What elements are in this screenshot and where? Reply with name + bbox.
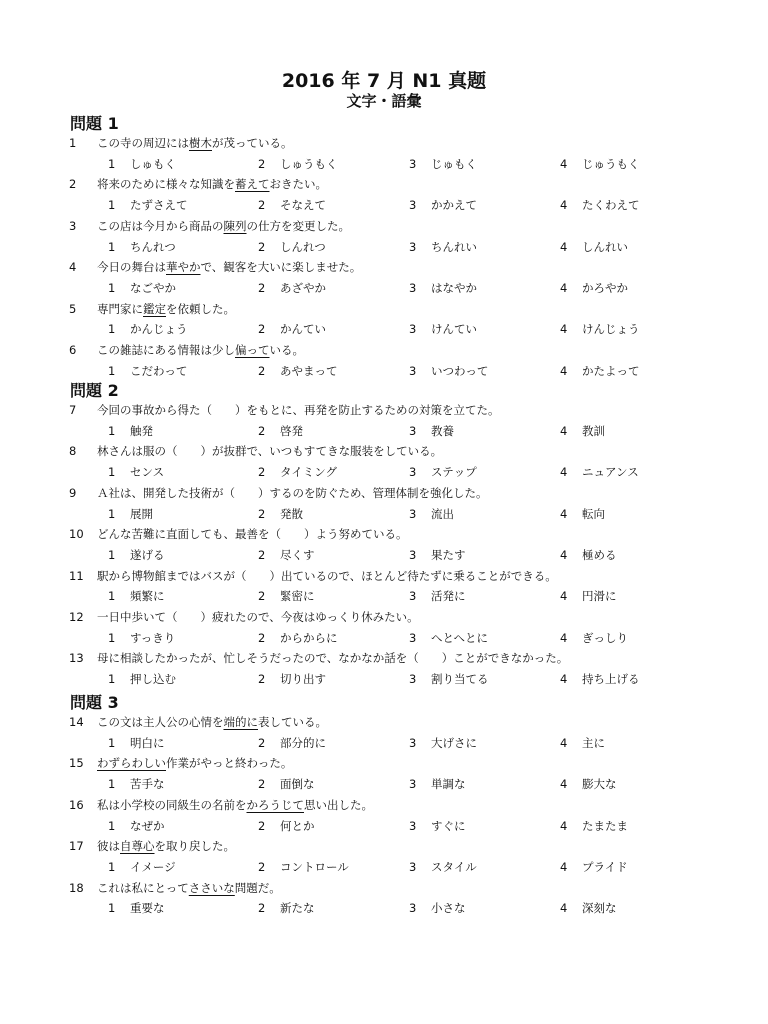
underlined-target: 偏って [235, 343, 270, 357]
option-number[interactable]: 3 [409, 859, 417, 874]
option-text[interactable]: 遂げる [130, 547, 165, 562]
underlined-target: 陳列 [223, 218, 247, 233]
section-heading: 問題 2 [70, 381, 119, 400]
option-number[interactable]: 4 [560, 818, 568, 833]
option-number[interactable]: 4 [560, 735, 568, 750]
section-heading: 問題 3 [70, 693, 119, 712]
option-text[interactable]: かたよって [582, 363, 640, 378]
option-number[interactable]: 1 [108, 198, 116, 213]
question-number: 6 [69, 343, 77, 357]
option-text[interactable]: たくわえて [582, 198, 640, 213]
question-number: 2 [69, 177, 77, 192]
option-text[interactable]: しゅうもく [280, 156, 338, 171]
option-text[interactable]: 教訓 [582, 423, 605, 438]
question-text: この寺の周辺には樹木が茂っている。 [97, 136, 293, 150]
option-text[interactable]: あやまって [280, 363, 338, 378]
option-text[interactable]: しんれい [582, 239, 628, 254]
underlined-target: 自尊心 [120, 839, 155, 854]
option-text[interactable]: 触発 [130, 423, 153, 438]
option-text[interactable]: センス [130, 465, 165, 480]
option-number[interactable]: 2 [258, 239, 266, 254]
option-text[interactable]: なぜか [130, 818, 165, 833]
option-text[interactable]: かんてい [280, 322, 326, 337]
option-text[interactable]: 何とか [280, 818, 315, 833]
option-number[interactable]: 4 [560, 322, 568, 337]
option-text[interactable]: しんれつ [280, 239, 326, 254]
question-text: この店は今月から商品の陳列の仕方を変更した。 [97, 218, 350, 233]
option-text[interactable]: 割り当てる [431, 672, 489, 687]
option-number[interactable]: 2 [258, 818, 266, 833]
option-text[interactable]: へとへとに [431, 630, 489, 645]
option-number[interactable]: 1 [108, 547, 116, 562]
option-text[interactable]: 活発に [431, 589, 466, 604]
question-text: 母に相談したかったが、忙しそうだったので、なかなか話を（ ）ことができなかった。 [97, 651, 569, 666]
option-text[interactable]: かんじょう [130, 322, 188, 337]
option-number[interactable]: 4 [560, 630, 568, 645]
option-text[interactable]: 頻繁に [130, 589, 165, 604]
option-text[interactable]: 緊密に [280, 589, 315, 604]
option-text[interactable]: なごやか [130, 280, 176, 295]
option-text[interactable]: はなやか [431, 280, 477, 295]
option-number[interactable]: 3 [409, 363, 417, 378]
option-text[interactable]: 押し込む [130, 672, 176, 687]
option-number[interactable]: 4 [560, 423, 568, 438]
option-text[interactable]: 部分的に [280, 735, 326, 750]
option-text[interactable]: ニュアンス [582, 465, 639, 480]
underlined-target: 樹木 [189, 136, 212, 150]
question-number: 15 [69, 756, 84, 771]
question-number: 18 [69, 880, 84, 895]
option-text[interactable]: スタイル [431, 859, 477, 874]
option-number[interactable]: 3 [409, 735, 417, 750]
question-number: 10 [69, 527, 84, 542]
option-text[interactable]: すっきり [130, 630, 176, 645]
option-number[interactable]: 1 [108, 777, 116, 792]
option-number[interactable]: 3 [409, 156, 417, 171]
question-number: 3 [69, 218, 77, 233]
question-text: 今回の事故から得た（ ）をもとに、再発を防止するための対策を立てた。 [97, 403, 500, 417]
page-subtitle: 文字・語彙 [346, 92, 422, 110]
option-text[interactable]: 面倒な [280, 777, 315, 792]
question-number: 11 [69, 568, 84, 583]
question-number: 4 [69, 260, 77, 275]
option-text[interactable]: 啓発 [280, 423, 303, 438]
option-number[interactable]: 3 [409, 630, 417, 645]
option-number[interactable]: 1 [108, 630, 116, 645]
option-text[interactable]: すぐに [431, 818, 466, 833]
option-number[interactable]: 3 [409, 239, 417, 254]
option-number[interactable]: 4 [560, 280, 568, 295]
option-text[interactable]: 果たす [431, 547, 466, 562]
underlined-target: 鑑定 [143, 301, 166, 316]
option-text[interactable]: からからに [280, 630, 338, 645]
option-number[interactable]: 4 [560, 859, 568, 874]
option-number[interactable]: 1 [108, 818, 116, 833]
option-number[interactable]: 2 [258, 630, 266, 645]
option-number[interactable]: 4 [560, 901, 568, 916]
option-text[interactable]: ぎっしり [582, 630, 628, 645]
option-text[interactable]: けんてい [431, 322, 477, 337]
option-text[interactable]: じゅもく [431, 156, 477, 171]
option-number[interactable]: 2 [258, 156, 266, 171]
question-number: 5 [69, 301, 77, 316]
question-number: 14 [69, 715, 84, 729]
option-number[interactable]: 2 [258, 672, 266, 687]
option-text[interactable]: ちんれつ [130, 239, 176, 254]
question-number: 13 [69, 651, 84, 666]
underlined-target: 端的に [223, 715, 258, 729]
option-text[interactable]: いつわって [431, 363, 489, 378]
option-number[interactable]: 3 [409, 777, 417, 792]
option-text[interactable]: 展開 [130, 506, 153, 521]
question-text: 彼は自尊心を取り戻した。 [97, 839, 235, 854]
option-number[interactable]: 2 [258, 198, 266, 213]
question-text: 将来のために様々な知識を蓄えておきたい。 [97, 177, 327, 192]
option-number[interactable]: 2 [258, 280, 266, 295]
option-number[interactable]: 3 [409, 589, 417, 604]
option-number[interactable]: 2 [258, 777, 266, 792]
option-text[interactable]: そなえて [280, 198, 326, 213]
option-number[interactable]: 3 [409, 465, 417, 480]
question-number: 16 [69, 797, 84, 812]
option-number[interactable]: 1 [108, 156, 116, 171]
option-text[interactable]: じゅうもく [582, 156, 640, 171]
option-text[interactable]: 切り出す [280, 672, 326, 687]
page-title: 2016 年 7 月 N1 真题 [281, 70, 487, 92]
option-text[interactable]: 転向 [582, 506, 605, 521]
underlined-target: わずらわしい [97, 756, 166, 771]
question-text: これは私にとってささいな問題だ。 [97, 880, 281, 895]
question-number: 1 [69, 136, 77, 150]
option-number[interactable]: 1 [108, 589, 116, 604]
option-text[interactable]: 主に [582, 735, 605, 750]
option-number[interactable]: 2 [258, 735, 266, 750]
option-text[interactable]: 明白に [130, 735, 165, 750]
option-text[interactable]: プライド [582, 859, 628, 874]
option-number[interactable]: 4 [560, 198, 568, 213]
option-text[interactable]: イメージ [130, 859, 176, 874]
question-number: 8 [69, 444, 77, 459]
option-number[interactable]: 2 [258, 506, 266, 521]
option-text[interactable]: たずさえて [130, 198, 188, 213]
option-text[interactable]: かろやか [582, 280, 628, 295]
option-number[interactable]: 2 [258, 589, 266, 604]
option-text[interactable]: コントロール [280, 859, 349, 874]
option-number[interactable]: 2 [258, 423, 266, 438]
option-text[interactable]: たまたま [582, 818, 628, 833]
underlined-target: 蓄えて [235, 177, 270, 192]
option-number[interactable]: 1 [108, 859, 116, 874]
option-number[interactable]: 2 [258, 322, 266, 337]
option-number[interactable]: 1 [108, 672, 116, 687]
option-text[interactable]: 尽くす [280, 547, 315, 562]
question-number: 12 [69, 610, 84, 624]
question-text: 林さんは服の（ ）が抜群で、いつもすてきな服装をしている。 [97, 444, 443, 459]
option-number[interactable]: 3 [409, 672, 417, 687]
question-text: わずらわしい作業がやっと終わった。 [97, 756, 293, 771]
option-number[interactable]: 4 [560, 506, 568, 521]
option-number[interactable]: 3 [409, 322, 417, 337]
option-number[interactable]: 4 [560, 589, 568, 604]
option-number[interactable]: 1 [108, 506, 116, 521]
option-text[interactable]: 小さな [431, 901, 466, 916]
option-number[interactable]: 4 [560, 156, 568, 171]
option-number[interactable]: 4 [560, 465, 568, 480]
option-text[interactable]: 深刻な [582, 901, 617, 916]
option-number[interactable]: 2 [258, 363, 266, 378]
question-text: 駅から博物館まではバスが（ ）出ているので、ほとんど待たずに乗ることができる。 [97, 568, 557, 583]
option-number[interactable]: 3 [409, 198, 417, 213]
question-number: 9 [69, 485, 77, 500]
option-number[interactable]: 3 [409, 506, 417, 521]
option-text[interactable]: 重要な [130, 901, 165, 916]
option-text[interactable]: しゅもく [130, 156, 176, 171]
option-number[interactable]: 1 [108, 465, 116, 480]
option-number[interactable]: 2 [258, 547, 266, 562]
question-text: 一日中歩いて（ ）疲れたので、今夜はゆっくり休みたい。 [97, 610, 419, 624]
question-text: この文は主人公の心情を端的に表している。 [97, 715, 327, 729]
option-number[interactable]: 4 [560, 777, 568, 792]
option-text[interactable]: かかえて [431, 198, 477, 213]
option-text[interactable]: タイミング [280, 465, 338, 480]
option-number[interactable]: 1 [108, 735, 116, 750]
option-number[interactable]: 3 [409, 901, 417, 916]
option-text[interactable]: 膨大な [582, 777, 617, 792]
option-number[interactable]: 2 [258, 465, 266, 480]
option-number[interactable]: 1 [108, 322, 116, 337]
option-text[interactable]: けんじょう [582, 322, 640, 337]
option-number[interactable]: 1 [108, 901, 116, 916]
option-text[interactable]: 苦手な [130, 777, 165, 792]
question-text: 私は小学校の同級生の名前をかろうじて思い出した。 [97, 797, 373, 812]
option-number[interactable]: 1 [108, 239, 116, 254]
option-text[interactable]: 発散 [280, 506, 303, 521]
option-number[interactable]: 4 [560, 239, 568, 254]
question-text: 専門家に鑑定を依頼した。 [97, 301, 235, 316]
question-number: 7 [69, 403, 77, 417]
option-number[interactable]: 2 [258, 901, 266, 916]
underlined-target: ささいな [188, 880, 235, 895]
underlined-target: 華やか [166, 260, 201, 275]
option-number[interactable]: 4 [560, 547, 568, 562]
option-text[interactable]: 円滑に [582, 589, 617, 604]
question-text: この雑誌にある情報は少し偏っている。 [97, 343, 304, 357]
option-text[interactable]: 新たな [280, 901, 315, 916]
option-number[interactable]: 1 [108, 363, 116, 378]
option-text[interactable]: ステップ [431, 465, 477, 480]
option-number[interactable]: 2 [258, 859, 266, 874]
section-heading: 問題 1 [70, 114, 119, 133]
option-number[interactable]: 3 [409, 547, 417, 562]
option-number[interactable]: 1 [108, 423, 116, 438]
option-text[interactable]: 大げさに [431, 735, 477, 750]
option-text[interactable]: 流出 [431, 506, 454, 521]
underlined-target: かろうじて [246, 797, 304, 812]
question-text: Ａ社は、開発した技術が（ ）するのを防ぐため、管理体制を強化した。 [97, 485, 488, 500]
option-text[interactable]: 極める [582, 547, 617, 562]
option-text[interactable]: ちんれい [431, 239, 477, 254]
option-number[interactable]: 3 [409, 423, 417, 438]
option-number[interactable]: 1 [108, 280, 116, 295]
option-text[interactable]: こだわって [130, 363, 188, 378]
option-number[interactable]: 3 [409, 818, 417, 833]
option-number[interactable]: 4 [560, 363, 568, 378]
option-text[interactable]: 持ち上げる [582, 672, 640, 687]
option-number[interactable]: 4 [560, 672, 568, 687]
option-text[interactable]: あざやか [280, 280, 326, 295]
option-number[interactable]: 3 [409, 280, 417, 295]
question-text: 今日の舞台は華やかで、観客を大いに楽しませた。 [97, 260, 362, 275]
option-text[interactable]: 教養 [431, 423, 454, 438]
option-text[interactable]: 単調な [431, 777, 466, 792]
question-number: 17 [69, 839, 84, 854]
question-text: どんな苦難に直面しても、最善を（ ）よう努めている。 [97, 527, 408, 542]
